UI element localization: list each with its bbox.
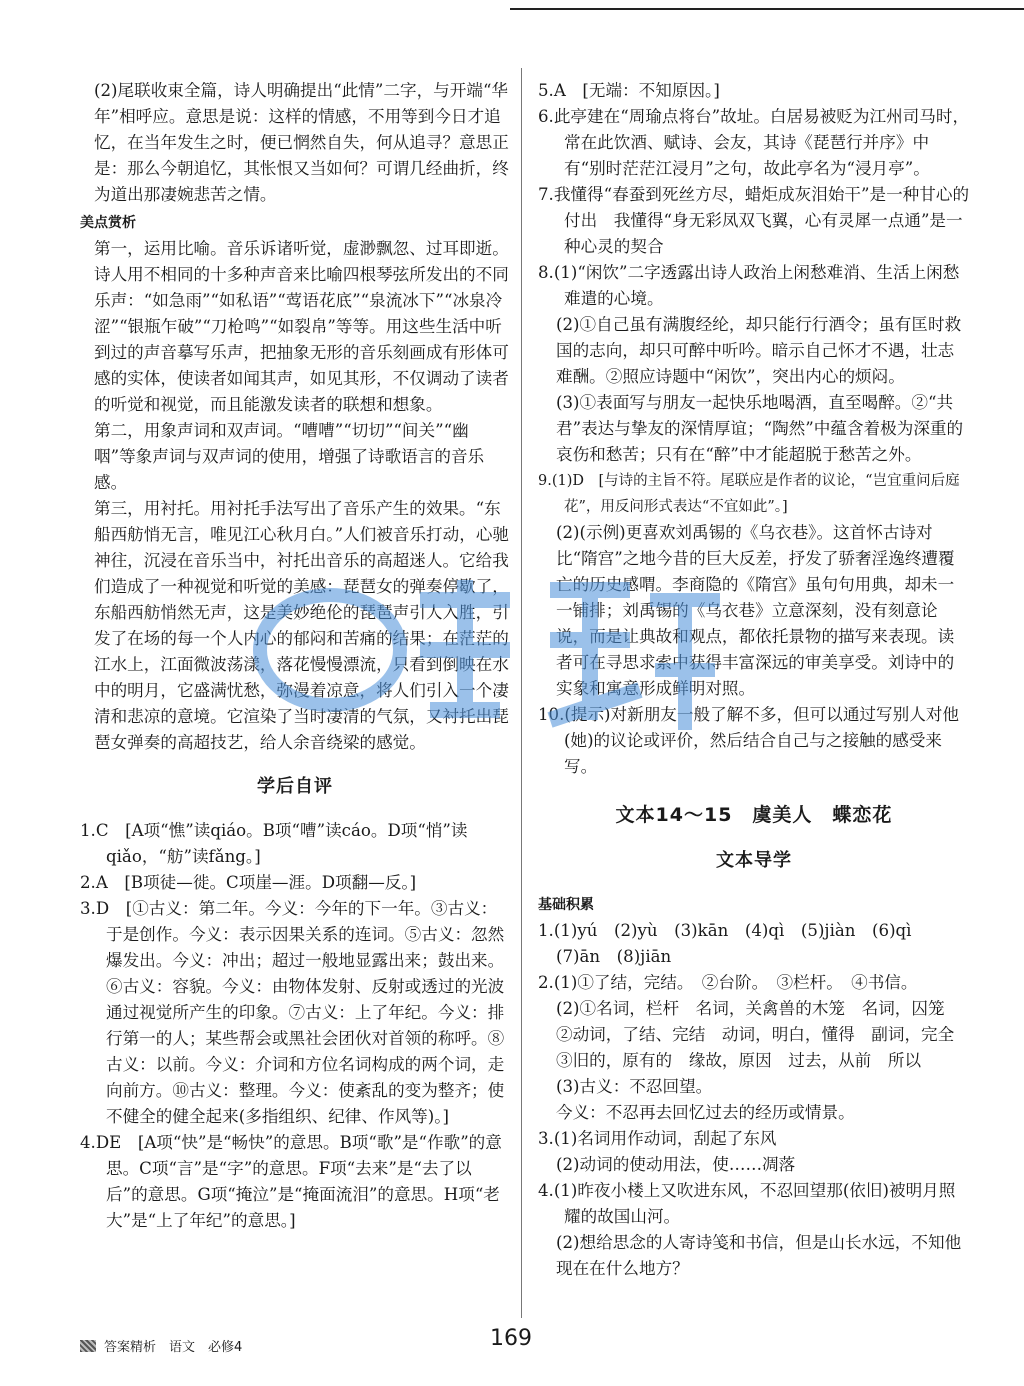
- answer-item: 5.A [无端：不知原因。]: [538, 81, 720, 100]
- answer-item: 2.(1)①了结，完结。 ②台阶。 ③栏杆。 ④书信。: [538, 973, 918, 992]
- column-divider: [521, 68, 522, 1318]
- chapter-title: 文本14～15 虞美人 蝶恋花: [615, 804, 893, 826]
- answer-item: (2)(示例)更喜欢刘禹锡的《乌衣巷》。这首怀古诗对比“隋宫”之地今昔的巨大反差，抒发了骄奢淫逸终遭覆亡的历史感喟。李商隐的《隋宫》虽句句用典，却未一一铺排；刘禹锡的《乌衣巷》立意深刻，没有刻意论说，而是让典故和观点，都依托景物的描写来表现。读者可在寻思求索中获得丰富深远的审美享受。刘诗中的实象和寓意形成鲜明对照。: [556, 523, 955, 698]
- answer-text: 第一，运用比喻。音乐诉诸听觉，虚渺飘忽、过耳即逝。诗人用不相同的十多种声音来比喻四根琴弦所发出的不同乐声：“如急雨”“如私语”“莺语花底”“泉流冰下”“冰泉冷涩”“银瓶乍破”“刀枪鸣”“如裂帛”等等。用这些生活中听到过的声音摹写乐声，把抽象无形的音乐刻画成有形体可感的实体，使读者如闻其声，如见其形，不仅调动了读者的听觉和视觉，而且能激发读者的联想和想象。: [94, 239, 509, 414]
- section-label: 美点赏析: [80, 215, 136, 231]
- answer-item: 今义：不忍再去回忆过去的经历或情景。: [556, 1103, 855, 1122]
- answer-item: (2)①名词，栏杆 名词，关禽兽的木笼 名词，囚笼: [556, 999, 945, 1018]
- right-column: [538, 78, 970, 1282]
- answer-item: 7.我懂得“春蚕到死丝方尽，蜡炬成灰泪始干”是一种甘心的付出 我懂得“身无彩凤双飞翼，心有灵犀一点通”是一种心灵的契合: [538, 185, 970, 256]
- answer-item: (3)古义：不忍回望。: [556, 1077, 713, 1096]
- answer-item: 3.D [①古义：第二年。今义：今年的下一年。③古义：于是创作。今义：表示因果关系的连词。⑤古义：忽然爆发出。今义：冲出；超过一般地显露出来；鼓出来。⑥古义：容貌。今义：由物体发射、反射或透过的光波通过视觉所产生的印象。⑦古义：上了年纪。今义：排行第一的人；某些帮会或黑社会团伙对首领的称呼。⑧古义：以前。今义：介词和方位名词构成的两个词，走向前方。⑩古义：整理。今义：使紊乱的变为整齐；使不健全的健全起来(多指组织、纪律、作风等)。]: [80, 899, 505, 1126]
- answer-item: 6.此亭建在“周瑜点将台”故址。白居易被贬为江州司马时，常在此饮酒、赋诗、会友，其诗《琵琶行并序》中有“别时茫茫江浸月”之句，故此亭名为“浸月亭”。: [538, 107, 970, 178]
- book-title: 答案精析 语文 必修4: [104, 1340, 243, 1355]
- answer-text: 第二，用象声词和双声词。“嘈嘈”“切切”“间关”“幽咽”等象声词与双声词的使用，增强了诗歌语言的音乐感。: [94, 421, 485, 492]
- answer-item: 1.C [A项“憔”读qiáo。B项“嘈”读cáo。D项“悄”读qiǎo，“舫”读fǎng。]: [80, 821, 468, 866]
- answer-item: (2)动词的使动用法，使……凋落: [556, 1155, 796, 1174]
- answer-text: 第三，用衬托。用衬托手法写出了音乐产生的效果。“东船西舫悄无言，唯见江心秋月白。”人们被音乐打动，心驰神往，沉浸在音乐当中，衬托出音乐的高超迷人。它给我们造成了一种视觉和听觉的美感：琵琶女的弹奏停歇了，东船西舫悄然无声，这是美妙绝伦的琵琶声引人入胜，引发了在场的每一个人内心的郁闷和苦痛的结果；在茫茫的江水上，江面微波荡漾，落花慢慢漂流，只看到倒映在水中的明月，它盛满忧愁，弥漫着凉意，将人们引入一个凄清和悲凉的意境。它渲染了当时凄清的气氛，又衬托出琵琶女弹奏的高超技艺，给人余音绕梁的感觉。: [94, 499, 510, 752]
- left-column: [80, 78, 510, 1234]
- book-icon: [80, 1340, 96, 1352]
- answer-item: (2)想给思念的人寄诗笺和书信，但是山长水远，不知他现在在什么地方？: [556, 1233, 962, 1278]
- answer-item: 2.A [B项徒—徙。C项崖—涯。D项翻—反。]: [80, 873, 417, 892]
- top-rule: [510, 8, 1024, 10]
- footer: [80, 1336, 242, 1355]
- section-title: 学后自评: [257, 776, 333, 797]
- answer-item: 4.(1)昨夜小楼上又吹进东风，不忍回望那(依旧)被明月照耀的故国山河。: [538, 1181, 956, 1226]
- answer-item: 9.(1)D [与诗的主旨不符。尾联应是作者的议论，“岂宜重问后庭花”，用反问形式表达“不宜如此”。]: [538, 473, 960, 515]
- page-number: 169: [490, 1326, 532, 1351]
- answer-text: (2)尾联收束全篇，诗人明确提出“此情”二字，与开端“华年”相呼应。意思是说：这样的情感，不用等到今日才追忆，在当年发生之时，便已惘然自失，何从追寻？意思正是：那么今朝追忆，其怅恨又当如何？可谓几经曲折，终为道出那凄婉悲苦之情。: [94, 81, 509, 204]
- answer-item: ②动词，了结、完结 动词，明白，懂得 副词，完全: [556, 1025, 955, 1044]
- answer-item: 4.DE [A项“快”是“畅快”的意思。B项“歌”是“作歌”的意思。C项“言”是“字”的意思。F项“去来”是“去了以后”的意思。G项“掩泣”是“掩面流泪”的意思。H项“老大”是“上了年纪”的意思。]: [80, 1133, 502, 1230]
- section-label: 基础积累: [538, 897, 594, 913]
- answer-item: (2)①自己虽有满腹经纶，却只能行行酒令；虽有匡时救国的志向，却只可醉中听吟。暗示自己怀才不遇，壮志难酬。②照应诗题中“闲饮”，突出内心的烦闷。: [556, 315, 962, 386]
- answer-item: 1.(1)yú (2)yù (3)kān (4)qì (5)jiàn (6)qì: [538, 921, 912, 940]
- answer-item: 3.(1)名词用作动词，刮起了东风: [538, 1129, 777, 1148]
- answer-item: (3)①表面写与朋友一起快乐地喝酒，直至喝醉。②“共君”表达与挚友的深情厚谊；“陶然”中蕴含着极为深重的哀伤和愁苦；只有在“醉”中才能超脱于愁苦之外。: [556, 393, 964, 464]
- answer-item: (7)ān (8)jiān: [556, 947, 672, 966]
- section-title: 文本导学: [716, 850, 792, 871]
- answer-item: 8.(1)“闲饮”二字透露出诗人政治上闲愁难消、生活上闲愁难遣的心境。: [538, 263, 960, 308]
- answer-item: 10.(提示)对新朋友一般了解不多，但可以通过写别人对他(她)的议论或评价，然后结合自己与之接触的感受来写。: [538, 705, 959, 776]
- answer-item: ③旧的，原有的 缘故，原因 过去，从前 所以: [556, 1051, 922, 1070]
